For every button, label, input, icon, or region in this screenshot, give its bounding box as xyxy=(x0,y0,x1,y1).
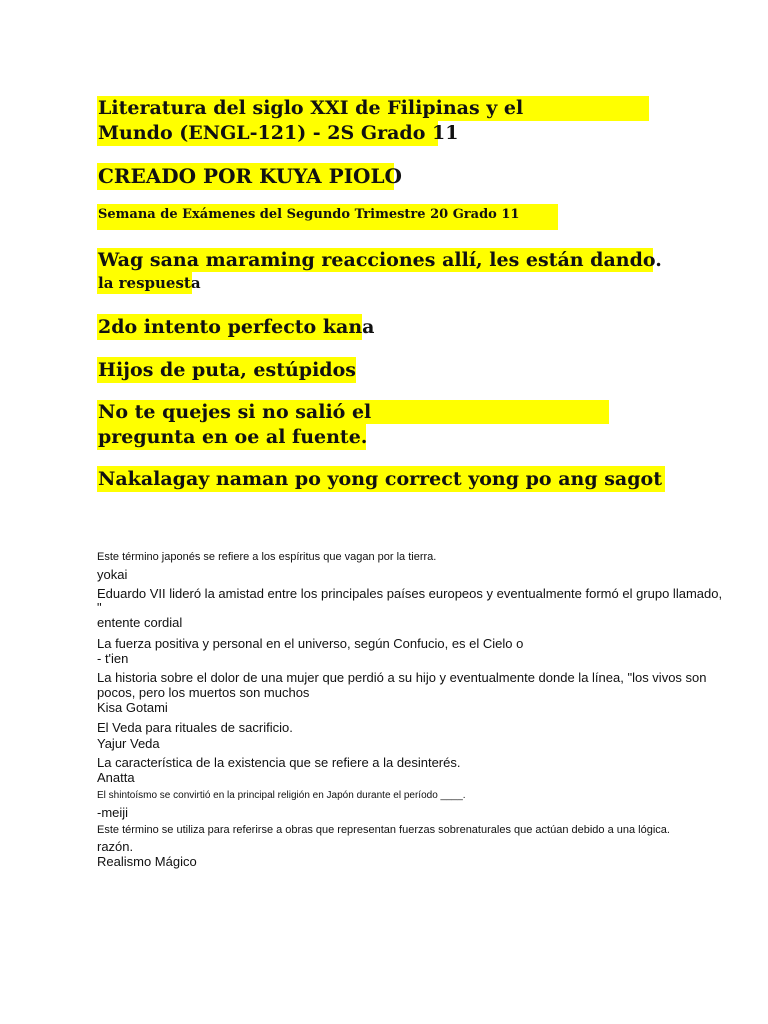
note-complaint-line-2: pregunta en oe al fuente. xyxy=(98,426,368,448)
answer-7: -meiji xyxy=(97,805,129,820)
answer-6: Anatta xyxy=(97,770,135,785)
exam-week-heading: Semana de Exámenes del Segundo Trimestre 20 Grado 11 xyxy=(97,204,558,230)
note-reactions-line-2: la respuesta xyxy=(98,274,201,292)
question-3: La fuerza positiva y personal en el universo, según Confucio, es el Cielo o xyxy=(97,636,524,651)
note-complaint-line-1: No te quejes si no salió el xyxy=(97,400,609,424)
note-insult: Hijos de puta, estúpidos xyxy=(98,359,356,381)
title-line-1: Literatura del siglo XXI de Filipinas y el xyxy=(97,96,649,121)
answer-1: yokai xyxy=(97,567,128,582)
question-8-line-1: Este término se utiliza para referirse a obras que representan fuerzas sobrenaturales que actúan debido a una lógica. xyxy=(97,824,670,836)
answer-4: Kisa Gotami xyxy=(97,700,168,715)
note-reactions-line-1: Wag sana maraming reacciones allí, les están dando. xyxy=(98,249,662,271)
answer-2: entente cordial xyxy=(97,615,183,630)
answer-8: Realismo Mágico xyxy=(97,854,197,869)
answer-3: - t'ien xyxy=(97,651,129,666)
question-7: El shintoísmo se convirtió en la principal religión en Japón durante el período ____. xyxy=(97,790,466,801)
question-1: Este término japonés se refiere a los espíritus que vagan por la tierra. xyxy=(97,551,437,563)
question-8-line-2: razón. xyxy=(97,839,134,854)
note-second-attempt: 2do intento perfecto kana xyxy=(98,316,375,338)
question-4-line-2: pocos, pero los muertos son muchos xyxy=(97,685,310,700)
question-2-line-1: Eduardo VII lideró la amistad entre los principales países europeos y eventualmente formó el grupo llamado, xyxy=(97,586,723,601)
question-2-line-2: " xyxy=(97,600,102,615)
author-heading: CREADO POR KUYA PIOLO xyxy=(98,164,402,188)
answer-5: Yajur Veda xyxy=(97,736,160,751)
question-5: El Veda para rituales de sacrificio. xyxy=(97,720,293,735)
question-6: La característica de la existencia que se refiere a la desinterés. xyxy=(97,755,461,770)
note-correct-answers: Nakalagay naman po yong correct yong po ang sagot xyxy=(97,466,665,492)
title-line-2: Mundo (ENGL-121) - 2S Grado 11 xyxy=(98,122,459,144)
question-4-line-1: La historia sobre el dolor de una mujer que perdió a su hijo y eventualmente donde la línea, "los vivos son xyxy=(97,670,707,685)
